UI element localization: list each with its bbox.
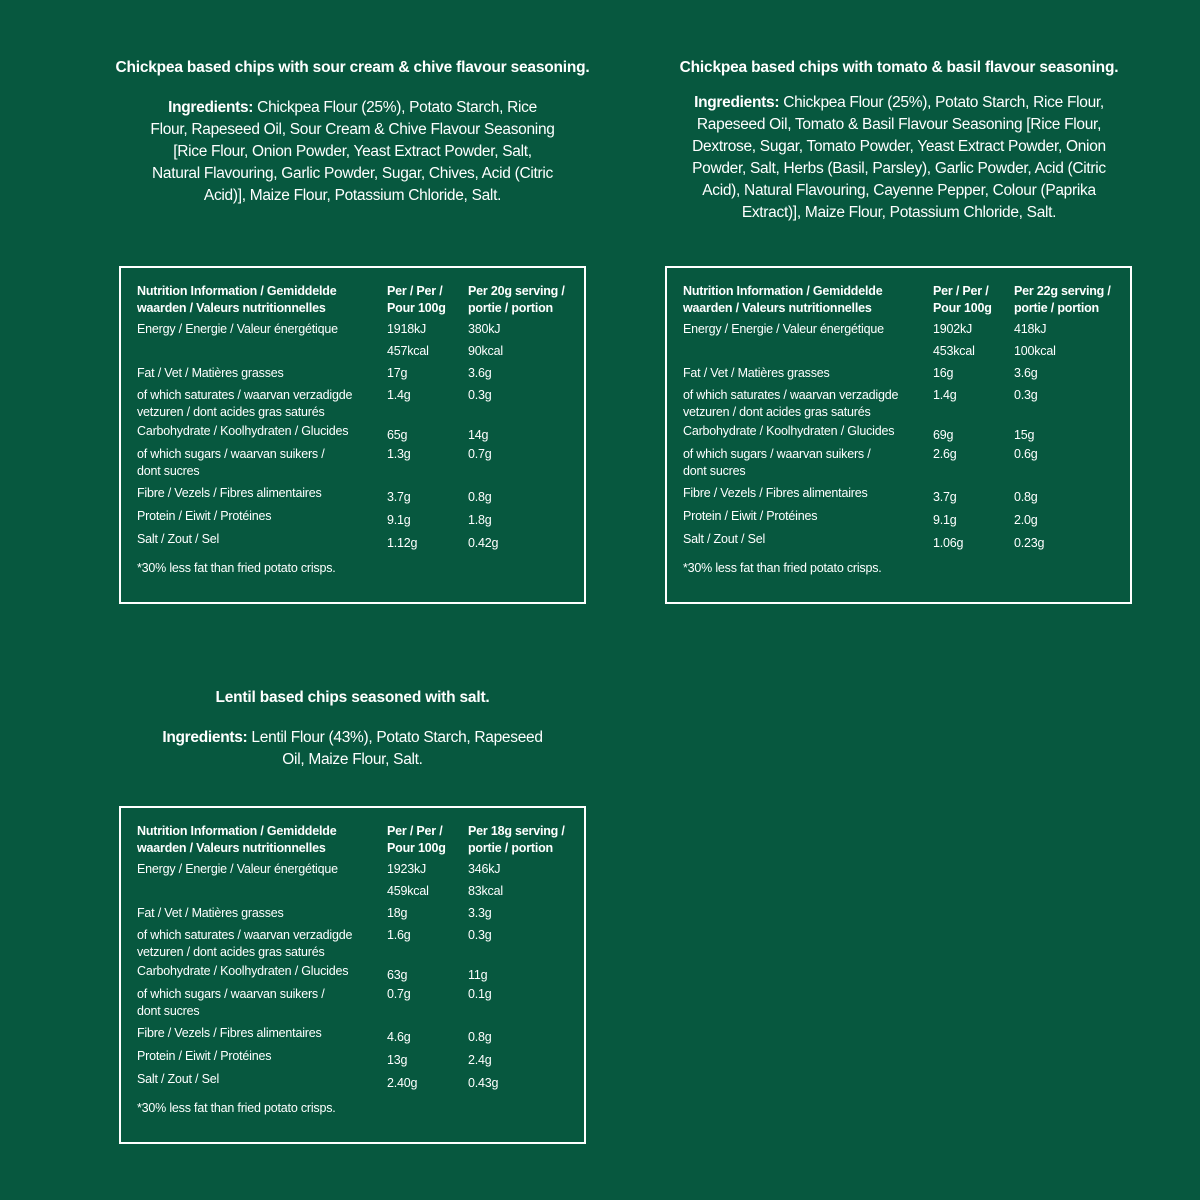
value-per-serving: 0.3g [1014, 388, 1038, 402]
nutrient-name [137, 883, 387, 905]
header-per-100g: Per / Per / Pour 100g [933, 284, 992, 315]
nutrient-name: Salt / Zout / Sel [137, 1072, 220, 1086]
table-row-protein [137, 1048, 572, 1071]
value-per-serving: 15g [1014, 428, 1035, 442]
product-title: Chickpea based chips with sour cream & chive flavour seasoning. [115, 59, 590, 76]
nutrient-name: Fat / Vet / Matières grasses [683, 366, 830, 380]
value-per-100g: 18g [387, 906, 408, 920]
table-row-fibre [683, 485, 1118, 508]
ingredients-label: Ingredients: [168, 99, 254, 116]
value-per-serving: 0.1g [468, 987, 492, 1001]
table-row-energy-kcal [137, 883, 572, 905]
value-per-100g: 2.6g [933, 447, 957, 461]
table-row-energy-kcal [683, 343, 1118, 365]
table-row-fat [683, 365, 1118, 387]
nutrient-name [137, 986, 387, 1025]
nutrient-name [137, 446, 387, 485]
value-per-serving: 0.8g [1014, 490, 1038, 504]
value-per-100g: 63g [387, 968, 408, 982]
nutrition-header-row [137, 283, 572, 321]
value-per-100g: 65g [387, 428, 408, 442]
value-per-100g: 2.40g [387, 1076, 418, 1090]
table-row-sugars [137, 986, 572, 1025]
nutrient-name: Fibre / Vezels / Fibres alimentaires [137, 1026, 322, 1040]
nutrient-name-text: of which sugars / waarvan suikers / dont sucres [137, 447, 325, 478]
nutrient-name: of which saturates / waarvan verzadigde vetzuren / dont acides gras saturés [137, 388, 353, 419]
nutrient-name: Protein / Eiwit / Protéines [137, 1049, 272, 1063]
value-per-100g: 9.1g [387, 513, 411, 527]
value-per-serving: 83kcal [468, 884, 503, 898]
value-per-serving: 380kJ [468, 322, 501, 336]
ingredients-text [110, 97, 595, 207]
product-title: Chickpea based chips with tomato & basil flavour seasoning. [679, 59, 1119, 76]
value-per-serving: 2.0g [1014, 513, 1038, 527]
value-per-100g: 453kcal [933, 344, 975, 358]
value-per-serving: 0.43g [468, 1076, 499, 1090]
nutrition-table-box [119, 266, 586, 604]
product-tomato-basil [655, 58, 1143, 575]
value-per-100g: 1.12g [387, 536, 418, 550]
header-per-serving: Per 18g serving / portie / portion [468, 824, 565, 855]
nutrient-name: Protein / Eiwit / Protéines [683, 509, 818, 523]
table-row-carbohydrate [137, 423, 572, 446]
table-row-carbohydrate [137, 963, 572, 986]
table-row-protein [683, 508, 1118, 531]
table-row-saturates [683, 387, 1118, 423]
nutrition-table-box [665, 266, 1132, 604]
nutrient-name-text: of which sugars / waarvan suikers / dont sucres [683, 447, 871, 478]
nutrition-header-row [683, 283, 1118, 321]
nutrition-table-box [119, 806, 586, 1144]
nutrient-name [683, 343, 933, 365]
ingredients-text [655, 92, 1143, 224]
value-per-serving: 0.23g [1014, 536, 1045, 550]
header-per-serving: Per 20g serving / portie / portion [468, 284, 565, 315]
nutrition-table [683, 283, 1118, 554]
table-row-energy [683, 321, 1118, 343]
nutrient-name [683, 446, 933, 485]
value-per-serving: 0.3g [468, 388, 492, 402]
nutrient-name: Energy / Energie / Valeur énergétique [137, 322, 338, 336]
value-per-serving: 14g [468, 428, 489, 442]
product-title: Lentil based chips seasoned with salt. [215, 689, 490, 706]
ingredients-label: Ingredients: [694, 94, 780, 111]
value-per-100g: 1902kJ [933, 322, 973, 336]
nutrition-table [137, 823, 572, 1094]
value-per-serving: 100kcal [1014, 344, 1056, 358]
value-per-serving: 0.6g [1014, 447, 1038, 461]
nutrient-name: Fibre / Vezels / Fibres alimentaires [683, 486, 868, 500]
value-per-serving: 0.3g [468, 928, 492, 942]
table-row-salt [683, 531, 1118, 554]
nutrient-name: of which saturates / waarvan verzadigde vetzuren / dont acides gras saturés [137, 928, 353, 959]
table-row-energy [137, 861, 572, 883]
nutrient-name: Energy / Energie / Valeur énergétique [137, 862, 338, 876]
value-per-100g: 1923kJ [387, 862, 427, 876]
value-per-serving: 11g [468, 968, 488, 982]
product-sour-cream-chive [110, 58, 595, 575]
table-row-saturates [137, 927, 572, 963]
nutrition-table [137, 283, 572, 554]
header-per-100g: Per / Per / Pour 100g [387, 824, 446, 855]
value-per-100g: 459kcal [387, 884, 429, 898]
footnote: *30% less fat than fried potato crisps. [683, 561, 882, 575]
table-row-protein [137, 508, 572, 531]
value-per-100g: 4.6g [387, 1030, 411, 1044]
table-row-salt [137, 1071, 572, 1094]
ingredients-list: Chickpea Flour (25%), Potato Starch, Rice Flour, Rapeseed Oil, Tomato & Basil Flavour Seasoning [Rice Flour, Dextrose, Sugar, Tomato Powder, Yeast Extract Powder, Onion Powder, Salt, Herbs (Basil, Parsley), Garlic Powder, Acid (Citric Acid), Natural Flavouring, Cayenne Pepper, Colour (Paprika Extract)], Maize Flour, Potassium Chloride, Salt. [692, 94, 1106, 221]
value-per-serving: 3.3g [468, 906, 492, 920]
value-per-100g: 1.6g [387, 928, 411, 942]
ingredients-list: Lentil Flour (43%), Potato Starch, Rapeseed Oil, Maize Flour, Salt. [247, 729, 543, 768]
table-row-fat [137, 365, 572, 387]
value-per-100g: 17g [387, 366, 408, 380]
table-row-energy [137, 321, 572, 343]
value-per-100g: 3.7g [387, 490, 411, 504]
value-per-serving: 418kJ [1014, 322, 1047, 336]
value-per-100g: 0.7g [387, 987, 411, 1001]
table-row-saturates [137, 387, 572, 423]
value-per-serving: 90kcal [468, 344, 503, 358]
nutrient-name: of which saturates / waarvan verzadigde vetzuren / dont acides gras saturés [683, 388, 899, 419]
nutrient-name: Salt / Zout / Sel [137, 532, 220, 546]
value-per-serving: 0.7g [468, 447, 492, 461]
nutrient-name: Fat / Vet / Matières grasses [137, 366, 284, 380]
table-row-salt [137, 531, 572, 554]
value-per-100g: 1.06g [933, 536, 964, 550]
header-nutrient: Nutrition Information / Gemiddelde waarden / Valeurs nutritionnelles [683, 284, 883, 315]
footnote: *30% less fat than fried potato crisps. [137, 1101, 336, 1115]
value-per-100g: 9.1g [933, 513, 957, 527]
value-per-serving: 3.6g [468, 366, 492, 380]
value-per-100g: 1.4g [387, 388, 411, 402]
nutrient-name: Carbohydrate / Koolhydraten / Glucides [137, 964, 349, 978]
ingredients-label: Ingredients: [162, 729, 248, 746]
value-per-100g: 457kcal [387, 344, 429, 358]
nutrient-name: Carbohydrate / Koolhydraten / Glucides [137, 424, 349, 438]
value-per-100g: 16g [933, 366, 954, 380]
nutrient-name: Protein / Eiwit / Protéines [137, 509, 272, 523]
nutrient-name: Fibre / Vezels / Fibres alimentaires [137, 486, 322, 500]
value-per-serving: 2.4g [468, 1053, 492, 1067]
nutrition-header-row [137, 823, 572, 861]
header-per-serving: Per 22g serving / portie / portion [1014, 284, 1111, 315]
value-per-100g: 3.7g [933, 490, 957, 504]
value-per-serving: 0.42g [468, 536, 499, 550]
product-lentil-salt [110, 688, 595, 1115]
ingredients-list: Chickpea Flour (25%), Potato Starch, Rice Flour, Rapeseed Oil, Sour Cream & Chive Flavour Seasoning [Rice Flour, Onion Powder, Yeast Extract Powder, Salt, Natural Flavouring, Garlic Powder, Sugar, Chives, Acid (Citric Acid)], Maize Flour, Potassium Chloride, Salt. [150, 99, 555, 204]
nutrient-name: Energy / Energie / Valeur énergétique [683, 322, 884, 336]
header-per-100g: Per / Per / Pour 100g [387, 284, 446, 315]
nutrient-name [137, 343, 387, 365]
header-nutrient: Nutrition Information / Gemiddelde waarden / Valeurs nutritionnelles [137, 284, 337, 315]
nutrient-name: Fat / Vet / Matières grasses [137, 906, 284, 920]
nutrient-name: Salt / Zout / Sel [683, 532, 766, 546]
value-per-100g: 1918kJ [387, 322, 427, 336]
table-row-energy-kcal [137, 343, 572, 365]
value-per-serving: 1.8g [468, 513, 492, 527]
value-per-serving: 346kJ [468, 862, 501, 876]
value-per-100g: 1.4g [933, 388, 957, 402]
table-row-sugars [137, 446, 572, 485]
table-row-fibre [137, 485, 572, 508]
header-nutrient: Nutrition Information / Gemiddelde waarden / Valeurs nutritionnelles [137, 824, 337, 855]
table-row-carbohydrate [683, 423, 1118, 446]
table-row-sugars [683, 446, 1118, 485]
table-row-fibre [137, 1025, 572, 1048]
value-per-100g: 1.3g [387, 447, 411, 461]
nutrient-name-text: of which sugars / waarvan suikers / dont sucres [137, 987, 325, 1018]
footnote: *30% less fat than fried potato crisps. [137, 561, 336, 575]
value-per-serving: 3.6g [1014, 366, 1038, 380]
value-per-serving: 0.8g [468, 1030, 492, 1044]
nutrient-name: Carbohydrate / Koolhydraten / Glucides [683, 424, 895, 438]
ingredients-text [110, 727, 595, 771]
value-per-100g: 69g [933, 428, 954, 442]
table-row-fat [137, 905, 572, 927]
value-per-serving: 0.8g [468, 490, 492, 504]
value-per-100g: 13g [387, 1053, 408, 1067]
